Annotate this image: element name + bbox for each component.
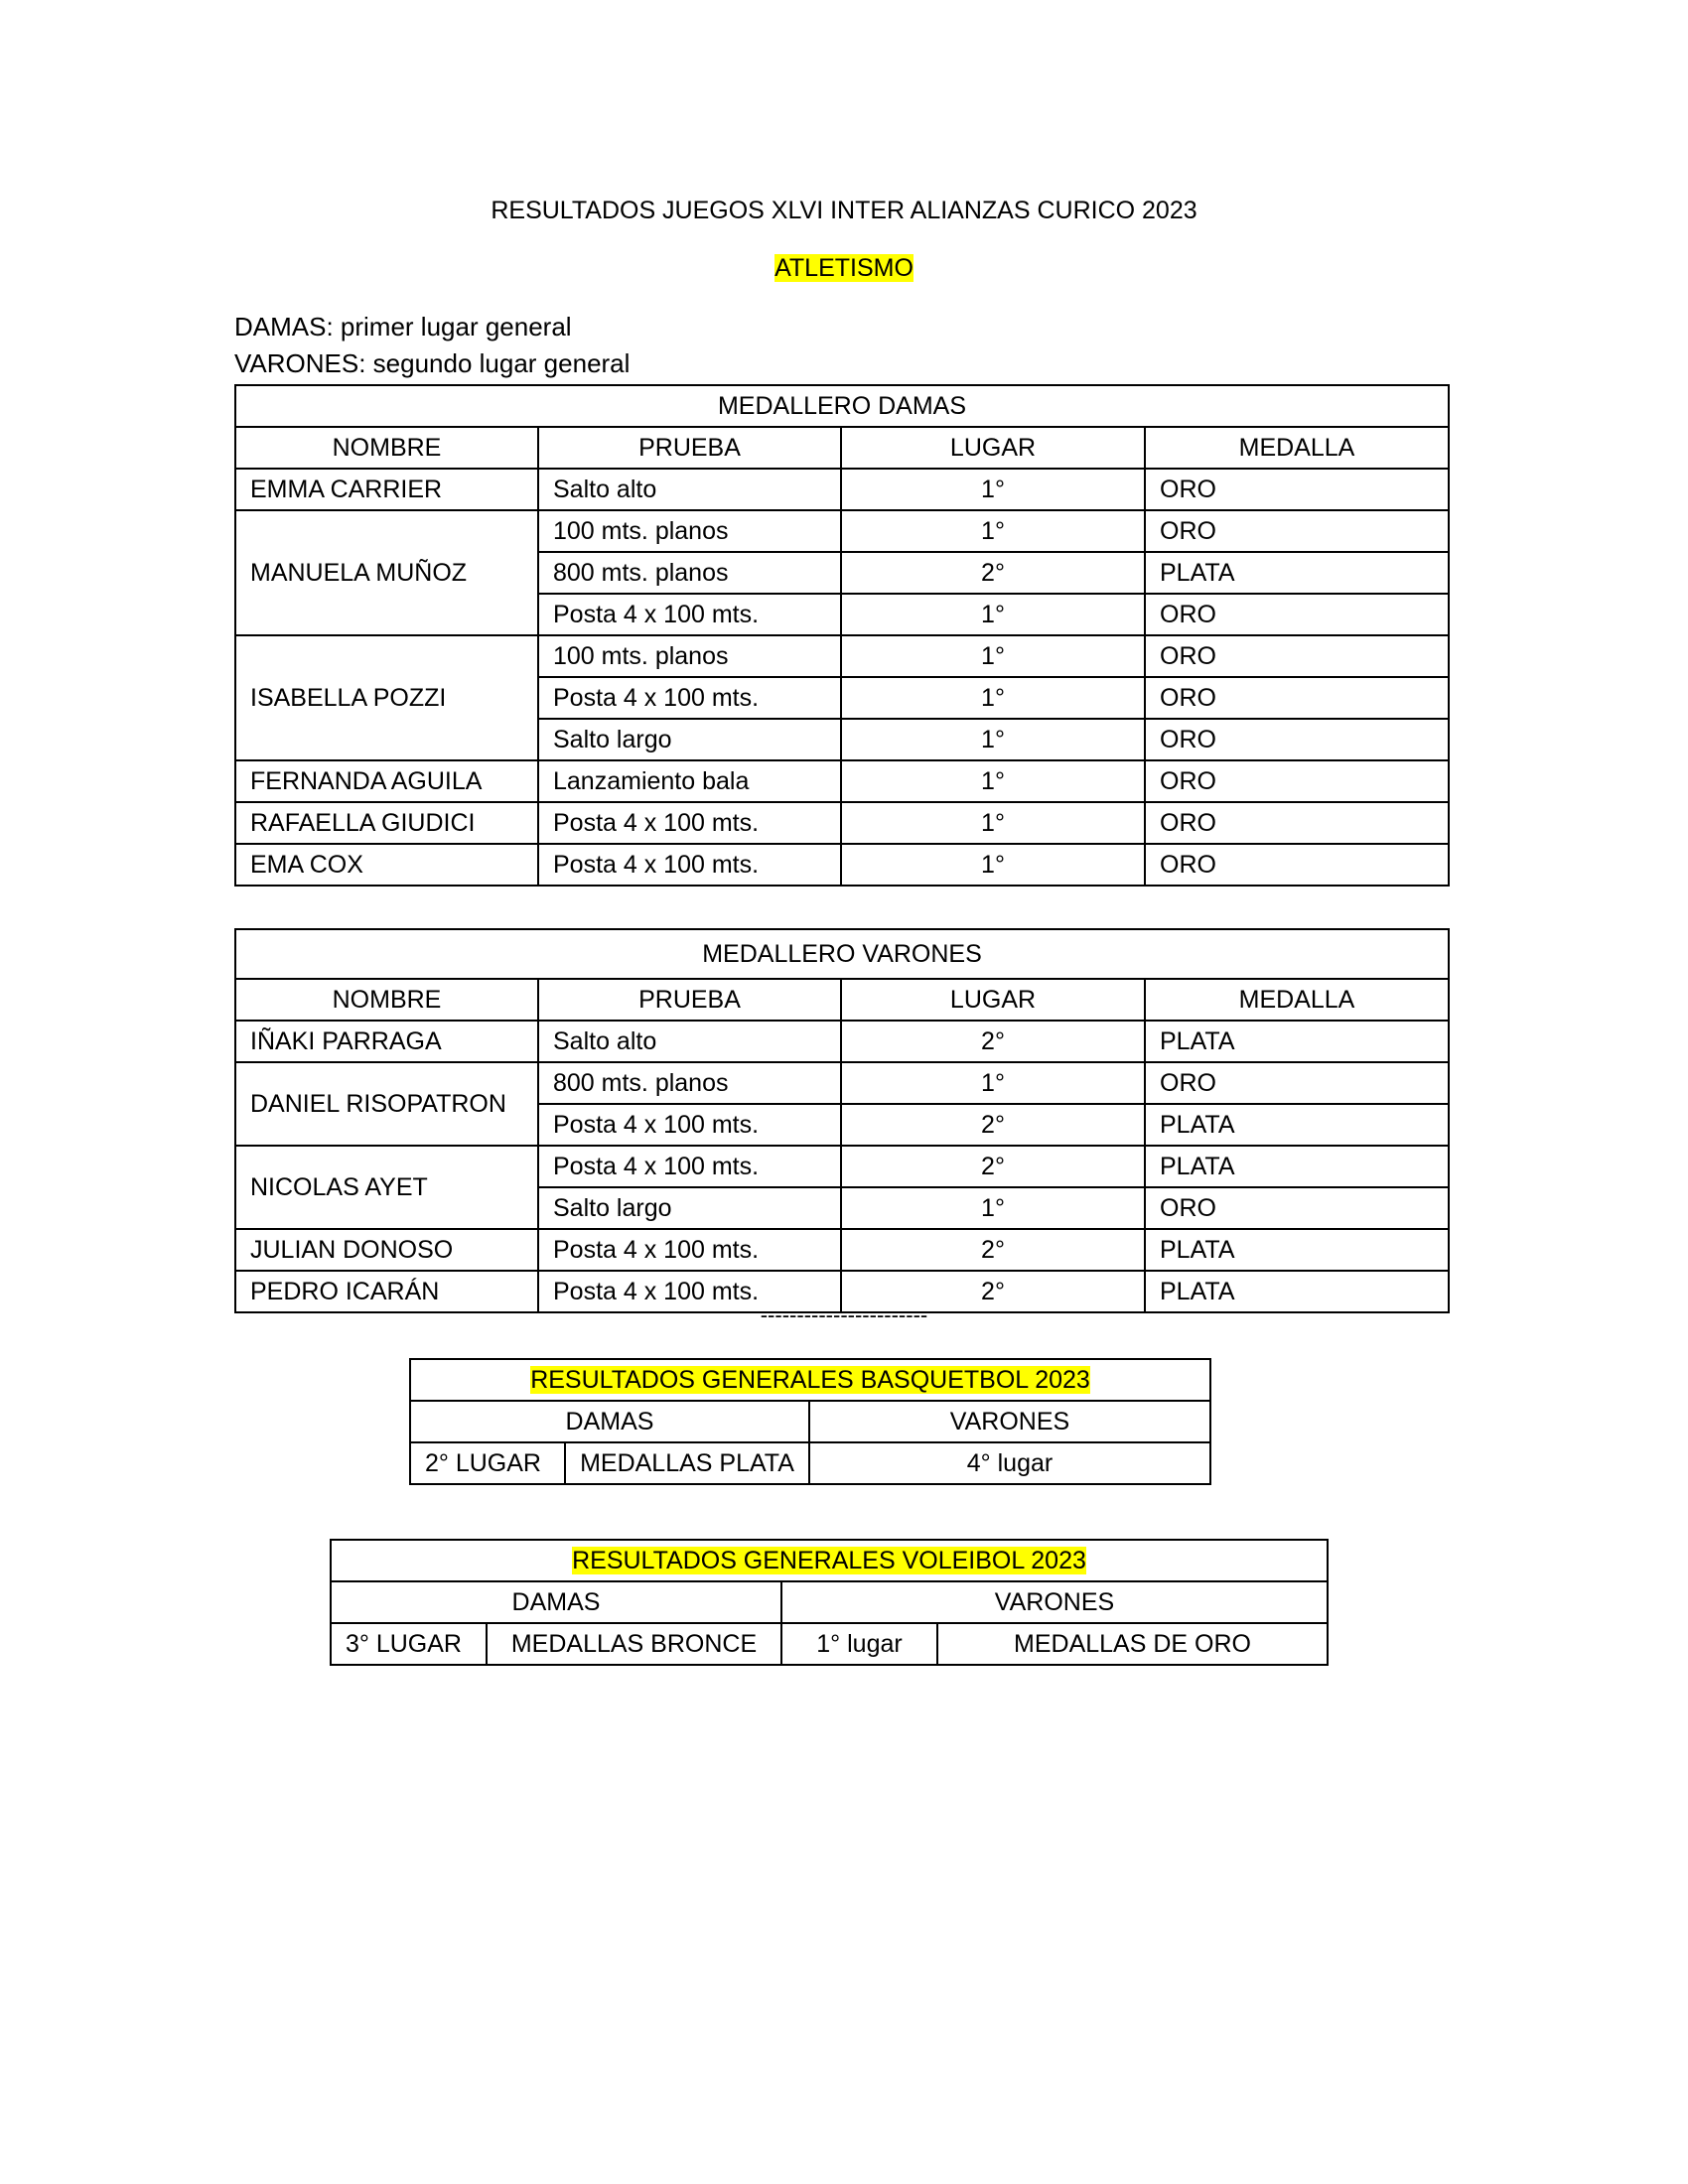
- summary-damas: DAMAS: primer lugar general: [234, 312, 572, 341]
- table-row: [235, 1229, 1449, 1271]
- athlete-name: JULIAN DONOSO: [235, 1229, 538, 1271]
- event-medal: ORO: [1145, 510, 1449, 552]
- event-place: 1°: [841, 802, 1145, 844]
- table-row: [235, 469, 1449, 510]
- event-name: 100 mts. planos: [538, 635, 841, 677]
- event-name: Lanzamiento bala: [538, 760, 841, 802]
- damas-label: DAMAS: [410, 1401, 809, 1442]
- event-place: 2°: [841, 552, 1145, 594]
- damas-place: 3° LUGAR: [331, 1623, 487, 1665]
- table-row: [235, 760, 1449, 802]
- event-name: 800 mts. planos: [538, 1062, 841, 1104]
- event-place: 1°: [841, 1062, 1145, 1104]
- event-medal: ORO: [1145, 719, 1449, 760]
- varones-medals: MEDALLAS DE ORO: [937, 1623, 1328, 1665]
- event-place: 2°: [841, 1021, 1145, 1062]
- varones-place: 1° lugar: [781, 1623, 937, 1665]
- header-lugar: LUGAR: [841, 979, 1145, 1021]
- voleibol-title: RESULTADOS GENERALES VOLEIBOL 2023: [572, 1546, 1086, 1574]
- table-row: [235, 1062, 1449, 1104]
- separator-line: -----------------------: [760, 1302, 928, 1327]
- event-medal: ORO: [1145, 1187, 1449, 1229]
- varones-label: VARONES: [809, 1401, 1210, 1442]
- event-name: 100 mts. planos: [538, 510, 841, 552]
- event-place: 1°: [841, 844, 1145, 886]
- event-medal: ORO: [1145, 844, 1449, 886]
- header-prueba: PRUEBA: [538, 979, 841, 1021]
- event-name: Salto alto: [538, 1021, 841, 1062]
- event-medal: PLATA: [1145, 1271, 1449, 1312]
- table-row: [235, 1146, 1449, 1187]
- event-medal: PLATA: [1145, 1021, 1449, 1062]
- athlete-name: RAFAELLA GIUDICI: [235, 802, 538, 844]
- table-title: MEDALLERO DAMAS: [235, 385, 1449, 427]
- athlete-name: EMMA CARRIER: [235, 469, 538, 510]
- event-name: Posta 4 x 100 mts.: [538, 1146, 841, 1187]
- event-medal: PLATA: [1145, 1146, 1449, 1187]
- event-place: 1°: [841, 510, 1145, 552]
- event-place: 2°: [841, 1271, 1145, 1312]
- medallero-damas-table: [234, 384, 1450, 887]
- athlete-name: ISABELLA POZZI: [235, 635, 538, 760]
- event-medal: ORO: [1145, 469, 1449, 510]
- table-title: MEDALLERO VARONES: [235, 929, 1449, 979]
- damas-label: DAMAS: [331, 1581, 781, 1623]
- header-nombre: NOMBRE: [235, 979, 538, 1021]
- summary-varones: VARONES: segundo lugar general: [234, 348, 631, 378]
- event-place: 1°: [841, 677, 1145, 719]
- medallero-varones-table: [234, 928, 1450, 1313]
- athlete-name: FERNANDA AGUILA: [235, 760, 538, 802]
- event-name: Posta 4 x 100 mts.: [538, 802, 841, 844]
- table-row: [235, 802, 1449, 844]
- event-medal: ORO: [1145, 635, 1449, 677]
- event-medal: PLATA: [1145, 552, 1449, 594]
- event-place: 1°: [841, 594, 1145, 635]
- event-place: 1°: [841, 1187, 1145, 1229]
- event-medal: PLATA: [1145, 1229, 1449, 1271]
- table-row: [235, 635, 1449, 677]
- table-title: [331, 1540, 1328, 1581]
- event-name: Salto alto: [538, 469, 841, 510]
- table-title: [410, 1359, 1210, 1401]
- event-place: 2°: [841, 1104, 1145, 1146]
- event-name: Salto largo: [538, 1187, 841, 1229]
- athlete-name: MANUELA MUÑOZ: [235, 510, 538, 635]
- basquetbol-title: RESULTADOS GENERALES BASQUETBOL 2023: [530, 1365, 1090, 1394]
- event-name: Posta 4 x 100 mts.: [538, 1229, 841, 1271]
- event-place: 2°: [841, 1229, 1145, 1271]
- athlete-name: EMA COX: [235, 844, 538, 886]
- athlete-name: DANIEL RISOPATRON: [235, 1062, 538, 1146]
- event-place: 1°: [841, 469, 1145, 510]
- event-medal: ORO: [1145, 594, 1449, 635]
- event-name: Posta 4 x 100 mts.: [538, 1271, 841, 1312]
- header-prueba: PRUEBA: [538, 427, 841, 469]
- voleibol-results-table: [330, 1539, 1329, 1666]
- event-place: 1°: [841, 719, 1145, 760]
- document-title: RESULTADOS JUEGOS XLVI INTER ALIANZAS CURICO 2023: [491, 197, 1197, 224]
- damas-place: 2° LUGAR: [410, 1442, 565, 1484]
- varones-place: 4° lugar: [809, 1442, 1210, 1484]
- header-medalla: MEDALLA: [1145, 979, 1449, 1021]
- event-medal: PLATA: [1145, 1104, 1449, 1146]
- event-name: Posta 4 x 100 mts.: [538, 594, 841, 635]
- section-heading: [0, 254, 1688, 283]
- event-place: 1°: [841, 635, 1145, 677]
- event-name: 800 mts. planos: [538, 552, 841, 594]
- damas-medals: MEDALLAS PLATA: [565, 1442, 809, 1484]
- varones-label: VARONES: [781, 1581, 1328, 1623]
- event-place: 2°: [841, 1146, 1145, 1187]
- header-nombre: NOMBRE: [235, 427, 538, 469]
- table-row: [235, 1021, 1449, 1062]
- damas-medals: MEDALLAS BRONCE: [487, 1623, 781, 1665]
- event-medal: ORO: [1145, 802, 1449, 844]
- event-medal: ORO: [1145, 760, 1449, 802]
- event-place: 1°: [841, 760, 1145, 802]
- table-row: [235, 844, 1449, 886]
- table-row: [235, 510, 1449, 552]
- event-medal: ORO: [1145, 1062, 1449, 1104]
- athlete-name: NICOLAS AYET: [235, 1146, 538, 1229]
- header-lugar: LUGAR: [841, 427, 1145, 469]
- header-medalla: MEDALLA: [1145, 427, 1449, 469]
- event-name: Posta 4 x 100 mts.: [538, 1104, 841, 1146]
- event-medal: ORO: [1145, 677, 1449, 719]
- athlete-name: IÑAKI PARRAGA: [235, 1021, 538, 1062]
- athlete-name: PEDRO ICARÁN: [235, 1271, 538, 1312]
- event-name: Posta 4 x 100 mts.: [538, 844, 841, 886]
- event-name: Posta 4 x 100 mts.: [538, 677, 841, 719]
- basquetbol-results-table: [409, 1358, 1211, 1485]
- event-name: Salto largo: [538, 719, 841, 760]
- section-heading-text: ATLETISMO: [774, 254, 914, 282]
